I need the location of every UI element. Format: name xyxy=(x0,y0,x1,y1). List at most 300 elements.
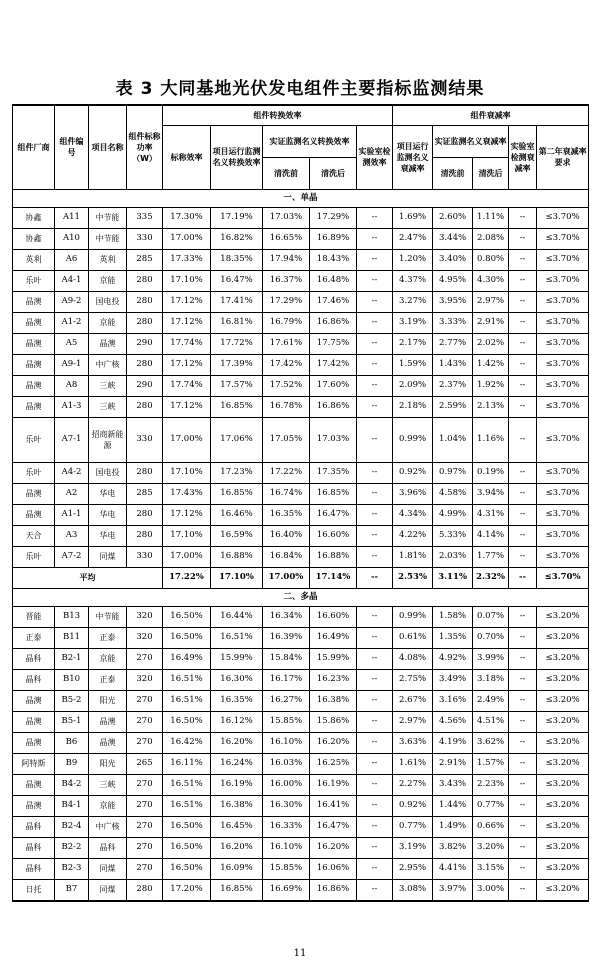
header-after-clean-decay: 清洗后 xyxy=(473,157,509,189)
table-cell: -- xyxy=(509,333,537,354)
table-cell: 三峡 xyxy=(89,396,127,417)
table-row xyxy=(13,627,589,648)
table-cell: 2.08% xyxy=(473,228,509,249)
table-cell: 2.17% xyxy=(393,333,433,354)
table-cell: 1.35% xyxy=(433,627,473,648)
table-row xyxy=(13,270,589,291)
table-cell: A6 xyxy=(55,249,89,270)
table-cell: 16.10% xyxy=(263,837,310,858)
table-cell: -- xyxy=(357,837,393,858)
table-cell: 16.37% xyxy=(263,270,310,291)
table-cell: B13 xyxy=(55,606,89,627)
table-cell: ≤3.70% xyxy=(537,546,589,567)
table-cell: -- xyxy=(357,483,393,504)
table-cell: 16.50% xyxy=(163,858,211,879)
table-cell: 17.19% xyxy=(211,207,263,228)
table-cell: 乐叶 xyxy=(13,462,55,483)
table-cell: 晶澳 xyxy=(13,354,55,375)
table-cell: 285 xyxy=(127,249,163,270)
table-cell: A10 xyxy=(55,228,89,249)
table-cell: ≤3.70% xyxy=(537,333,589,354)
table-cell: ≤3.20% xyxy=(537,732,589,753)
table-row xyxy=(13,249,589,270)
table-cell: -- xyxy=(357,417,393,462)
table-cell: ≤3.20% xyxy=(537,837,589,858)
table-cell: 280 xyxy=(127,504,163,525)
table-cell: -- xyxy=(509,753,537,774)
table-cell: -- xyxy=(509,396,537,417)
table-cell: 中广核 xyxy=(89,354,127,375)
table-cell: 16.59% xyxy=(211,525,263,546)
table-cell: 4.56% xyxy=(433,711,473,732)
table-cell: -- xyxy=(509,732,537,753)
header-demo-eff-group: 实证监测名义转换效率 xyxy=(263,125,357,157)
header-conversion-group: 组件转换效率 xyxy=(163,105,393,125)
table-cell: 0.07% xyxy=(473,606,509,627)
table-cell: 16.89% xyxy=(310,228,357,249)
table-cell: 晶科 xyxy=(13,669,55,690)
table-cell: 京能 xyxy=(89,312,127,333)
table-cell: 270 xyxy=(127,732,163,753)
header-project-decay: 项目运行监测名义衰减率 xyxy=(393,125,433,189)
table-cell: 2.97% xyxy=(473,291,509,312)
table-cell: 2.49% xyxy=(473,690,509,711)
header-second-year: 第二年衰减率要求 xyxy=(537,125,589,189)
table-cell: 4.14% xyxy=(473,525,509,546)
table-cell: -- xyxy=(509,648,537,669)
table-cell: -- xyxy=(357,732,393,753)
header-after-clean: 清洗后 xyxy=(310,157,357,189)
table-cell: 天合 xyxy=(13,525,55,546)
table-cell: 16.25% xyxy=(310,753,357,774)
table-cell: B9 xyxy=(55,753,89,774)
table-cell: 中节能 xyxy=(89,228,127,249)
table-cell: B5-2 xyxy=(55,690,89,711)
table-row xyxy=(13,879,589,901)
table-cell: 270 xyxy=(127,774,163,795)
table-cell: 16.41% xyxy=(310,795,357,816)
header-before-clean: 清洗前 xyxy=(263,157,310,189)
table-cell: 4.34% xyxy=(393,504,433,525)
table-cell: 1.16% xyxy=(473,417,509,462)
table-row xyxy=(13,816,589,837)
table-cell: 16.51% xyxy=(163,690,211,711)
table-cell: 4.58% xyxy=(433,483,473,504)
table-cell: 16.19% xyxy=(310,774,357,795)
table-cell: 中广核 xyxy=(89,816,127,837)
table-cell: B10 xyxy=(55,669,89,690)
table-cell: 3.63% xyxy=(393,732,433,753)
table-cell: 16.79% xyxy=(263,312,310,333)
table-cell: 16.50% xyxy=(163,837,211,858)
table-cell: ≤3.70% xyxy=(537,483,589,504)
table-cell: 320 xyxy=(127,669,163,690)
table-cell: 1.49% xyxy=(433,816,473,837)
table-cell: 16.49% xyxy=(310,627,357,648)
table-cell: 280 xyxy=(127,396,163,417)
table-cell: 正泰 xyxy=(89,627,127,648)
table-cell: 16.51% xyxy=(163,774,211,795)
table-cell: 15.86% xyxy=(310,711,357,732)
table-cell: 1.92% xyxy=(473,375,509,396)
table-cell: 2.91% xyxy=(473,312,509,333)
table-cell: -- xyxy=(509,816,537,837)
table-cell: 270 xyxy=(127,690,163,711)
table-cell: 中节能 xyxy=(89,606,127,627)
table-cell: 16.23% xyxy=(310,669,357,690)
table-cell: 270 xyxy=(127,816,163,837)
table-cell: 华电 xyxy=(89,504,127,525)
table-cell: 16.51% xyxy=(211,627,263,648)
table-cell: 17.10% xyxy=(163,525,211,546)
table-cell: -- xyxy=(509,228,537,249)
table-cell: 16.49% xyxy=(163,648,211,669)
table-cell: 0.19% xyxy=(473,462,509,483)
header-lab-decay: 实验室检测衰减率 xyxy=(509,125,537,189)
table-cell: 17.60% xyxy=(310,375,357,396)
table-cell: 2.03% xyxy=(433,546,473,567)
table-cell: 1.77% xyxy=(473,546,509,567)
table-cell: 0.70% xyxy=(473,627,509,648)
table-cell: 3.20% xyxy=(473,837,509,858)
table-cell: 16.65% xyxy=(263,228,310,249)
table-cell: -- xyxy=(357,690,393,711)
table-cell: 英利 xyxy=(13,249,55,270)
table-cell: 2.77% xyxy=(433,333,473,354)
table-cell: 同煤 xyxy=(89,546,127,567)
table-cell: -- xyxy=(509,270,537,291)
table-cell: 3.15% xyxy=(473,858,509,879)
table-cell: B4-2 xyxy=(55,774,89,795)
table-cell: 280 xyxy=(127,291,163,312)
table-cell: -- xyxy=(509,690,537,711)
average-cell: 17.00% xyxy=(263,567,310,588)
header-nominal-eff: 标称效率 xyxy=(163,125,211,189)
table-cell: A7-1 xyxy=(55,417,89,462)
table-cell: ≤3.70% xyxy=(537,270,589,291)
table-cell: 4.41% xyxy=(433,858,473,879)
table-cell: 17.12% xyxy=(163,504,211,525)
table-cell: 16.84% xyxy=(263,546,310,567)
table-cell: 0.99% xyxy=(393,606,433,627)
table-row xyxy=(13,753,589,774)
table-cell: -- xyxy=(357,858,393,879)
table-cell: 晶澳 xyxy=(13,774,55,795)
table-cell: -- xyxy=(509,837,537,858)
table-cell: 国电投 xyxy=(89,462,127,483)
section-title: 二、多晶 xyxy=(13,588,589,606)
table-cell: 1.81% xyxy=(393,546,433,567)
table-cell: 17.10% xyxy=(163,462,211,483)
table-cell: -- xyxy=(509,504,537,525)
table-cell: 日托 xyxy=(13,879,55,901)
table-cell: 16.20% xyxy=(211,732,263,753)
table-cell: 3.19% xyxy=(393,312,433,333)
results-table xyxy=(12,104,589,902)
table-cell: ≤3.20% xyxy=(537,753,589,774)
table-cell: 2.02% xyxy=(473,333,509,354)
table-cell: 15.85% xyxy=(263,858,310,879)
table-cell: 4.22% xyxy=(393,525,433,546)
table-cell: 2.23% xyxy=(473,774,509,795)
table-cell: 3.99% xyxy=(473,648,509,669)
table-cell: 1.42% xyxy=(473,354,509,375)
table-cell: 330 xyxy=(127,417,163,462)
table-cell: -- xyxy=(357,333,393,354)
table-cell: 2.60% xyxy=(433,207,473,228)
table-cell: -- xyxy=(357,291,393,312)
table-cell: 16.35% xyxy=(263,504,310,525)
table-cell: 晋能 xyxy=(13,606,55,627)
header-project-eff: 项目运行监测名义转换效率 xyxy=(211,125,263,189)
table-cell: 晶科 xyxy=(13,648,55,669)
table-cell: 280 xyxy=(127,462,163,483)
average-cell: 2.32% xyxy=(473,567,509,588)
average-cell: 17.14% xyxy=(310,567,357,588)
table-cell: -- xyxy=(509,627,537,648)
table-cell: 17.94% xyxy=(263,249,310,270)
table-cell: 0.61% xyxy=(393,627,433,648)
table-cell: 正泰 xyxy=(89,669,127,690)
table-row xyxy=(13,291,589,312)
table-cell: 17.00% xyxy=(163,546,211,567)
table-cell: -- xyxy=(509,462,537,483)
table-cell: ≤3.70% xyxy=(537,396,589,417)
table-cell: B2-2 xyxy=(55,837,89,858)
table-cell: 330 xyxy=(127,546,163,567)
table-cell: 280 xyxy=(127,312,163,333)
table-cell: -- xyxy=(509,483,537,504)
table-cell: -- xyxy=(357,606,393,627)
table-cell: 16.06% xyxy=(310,858,357,879)
table-cell: 晶澳 xyxy=(13,504,55,525)
table-cell: 16.47% xyxy=(310,504,357,525)
table-cell: 16.12% xyxy=(211,711,263,732)
table-cell: 16.33% xyxy=(263,816,310,837)
table-cell: 3.16% xyxy=(433,690,473,711)
table-cell: 同煤 xyxy=(89,858,127,879)
table-cell: 16.34% xyxy=(263,606,310,627)
table-cell: 17.61% xyxy=(263,333,310,354)
table-cell: -- xyxy=(509,417,537,462)
table-cell: -- xyxy=(509,207,537,228)
average-cell: 17.10% xyxy=(211,567,263,588)
table-cell: A5 xyxy=(55,333,89,354)
table-cell: 17.12% xyxy=(163,312,211,333)
table-cell: 18.35% xyxy=(211,249,263,270)
table-row xyxy=(13,648,589,669)
table-cell: -- xyxy=(357,525,393,546)
table-cell: 0.77% xyxy=(393,816,433,837)
table-cell: 1.20% xyxy=(393,249,433,270)
table-cell: 华电 xyxy=(89,483,127,504)
table-cell: 4.37% xyxy=(393,270,433,291)
average-cell: -- xyxy=(509,567,537,588)
table-cell: 2.13% xyxy=(473,396,509,417)
table-cell: 17.42% xyxy=(310,354,357,375)
table-cell: 16.88% xyxy=(211,546,263,567)
table-row xyxy=(13,312,589,333)
table-cell: -- xyxy=(357,669,393,690)
table-cell: 16.50% xyxy=(163,816,211,837)
table-cell: 0.92% xyxy=(393,795,433,816)
table-cell: -- xyxy=(509,546,537,567)
table-cell: -- xyxy=(509,774,537,795)
table-cell: A9-1 xyxy=(55,354,89,375)
table-cell: 16.86% xyxy=(310,879,357,901)
table-cell: ≤3.70% xyxy=(537,228,589,249)
table-cell: 16.40% xyxy=(263,525,310,546)
table-cell: 招商新能源 xyxy=(89,417,127,462)
average-cell: ≤3.70% xyxy=(537,567,589,588)
table-cell: B2-4 xyxy=(55,816,89,837)
table-cell: 16.39% xyxy=(263,627,310,648)
table-cell: 16.50% xyxy=(163,627,211,648)
header-demo-decay-group: 实证监测名义衰减率 xyxy=(433,125,509,157)
table-cell: 2.59% xyxy=(433,396,473,417)
table-row xyxy=(13,732,589,753)
table-cell: -- xyxy=(357,774,393,795)
table-cell: 三峡 xyxy=(89,375,127,396)
table-cell: B4-1 xyxy=(55,795,89,816)
table-cell: 晶澳 xyxy=(13,312,55,333)
table-row xyxy=(13,483,589,504)
table-row xyxy=(13,546,589,567)
table-cell: 3.27% xyxy=(393,291,433,312)
table-cell: 2.97% xyxy=(393,711,433,732)
table-cell: 晶澳 xyxy=(13,795,55,816)
table-row xyxy=(13,354,589,375)
table-cell: 晶澳 xyxy=(13,483,55,504)
average-cell: -- xyxy=(357,567,393,588)
table-cell: 3.40% xyxy=(433,249,473,270)
table-cell: ≤3.20% xyxy=(537,795,589,816)
average-cell: 17.22% xyxy=(163,567,211,588)
table-cell: ≤3.70% xyxy=(537,375,589,396)
table-cell: 华电 xyxy=(89,525,127,546)
table-cell: 0.99% xyxy=(393,417,433,462)
table-cell: 17.22% xyxy=(263,462,310,483)
table-row xyxy=(13,417,589,462)
table-cell: 晶澳 xyxy=(89,711,127,732)
table-cell: ≤3.70% xyxy=(537,354,589,375)
table-cell: 晶科 xyxy=(13,858,55,879)
table-cell: 京能 xyxy=(89,648,127,669)
table-cell: 中节能 xyxy=(89,207,127,228)
table-cell: 2.18% xyxy=(393,396,433,417)
table-cell: -- xyxy=(509,711,537,732)
table-cell: 1.04% xyxy=(433,417,473,462)
table-cell: 16.86% xyxy=(310,312,357,333)
table-cell: 17.39% xyxy=(211,354,263,375)
table-cell: 17.29% xyxy=(263,291,310,312)
table-cell: A8 xyxy=(55,375,89,396)
section-row xyxy=(13,189,589,207)
table-cell: 15.84% xyxy=(263,648,310,669)
table-cell: 17.35% xyxy=(310,462,357,483)
table-cell: ≤3.20% xyxy=(537,774,589,795)
table-cell: 16.74% xyxy=(263,483,310,504)
table-cell: 17.42% xyxy=(263,354,310,375)
table-row xyxy=(13,669,589,690)
table-cell: A4-2 xyxy=(55,462,89,483)
table-cell: 3.00% xyxy=(473,879,509,901)
table-cell: 16.85% xyxy=(310,483,357,504)
table-cell: 16.88% xyxy=(310,546,357,567)
table-cell: 2.95% xyxy=(393,858,433,879)
table-cell: B7 xyxy=(55,879,89,901)
table-cell: 阳光 xyxy=(89,690,127,711)
table-cell: 280 xyxy=(127,879,163,901)
table-cell: 4.95% xyxy=(433,270,473,291)
table-cell: ≤3.70% xyxy=(537,312,589,333)
table-cell: 晶澳 xyxy=(13,732,55,753)
table-cell: 晶澳 xyxy=(89,732,127,753)
table-cell: 1.61% xyxy=(393,753,433,774)
table-body xyxy=(13,189,589,901)
table-cell: 晶澳 xyxy=(13,711,55,732)
header-decay-group: 组件衰减率 xyxy=(393,105,589,125)
table-cell: 16.11% xyxy=(163,753,211,774)
table-cell: -- xyxy=(357,753,393,774)
table-cell: ≤3.70% xyxy=(537,525,589,546)
table-cell: 17.57% xyxy=(211,375,263,396)
table-cell: 0.77% xyxy=(473,795,509,816)
table-cell: 1.11% xyxy=(473,207,509,228)
table-cell: 16.45% xyxy=(211,816,263,837)
table-cell: 16.60% xyxy=(310,606,357,627)
table-cell: 1.58% xyxy=(433,606,473,627)
table-cell: 16.85% xyxy=(211,483,263,504)
table-cell: 17.72% xyxy=(211,333,263,354)
table-cell: -- xyxy=(509,525,537,546)
table-cell: A1-3 xyxy=(55,396,89,417)
table-cell: ≤3.70% xyxy=(537,207,589,228)
table-cell: B2-3 xyxy=(55,858,89,879)
table-cell: 265 xyxy=(127,753,163,774)
table-cell: 4.19% xyxy=(433,732,473,753)
table-cell: ≤3.20% xyxy=(537,606,589,627)
table-cell: 330 xyxy=(127,228,163,249)
table-cell: B5-1 xyxy=(55,711,89,732)
table-cell: A9-2 xyxy=(55,291,89,312)
table-cell: 17.12% xyxy=(163,354,211,375)
table-cell: -- xyxy=(357,711,393,732)
table-cell: 280 xyxy=(127,354,163,375)
table-cell: 2.37% xyxy=(433,375,473,396)
table-cell: 18.43% xyxy=(310,249,357,270)
table-cell: 16.20% xyxy=(310,837,357,858)
table-cell: 17.74% xyxy=(163,333,211,354)
table-cell: 17.46% xyxy=(310,291,357,312)
table-cell: -- xyxy=(357,795,393,816)
table-cell: -- xyxy=(357,546,393,567)
table-cell: 17.05% xyxy=(263,417,310,462)
table-cell: 协鑫 xyxy=(13,207,55,228)
table-cell: 2.67% xyxy=(393,690,433,711)
table-cell: 16.78% xyxy=(263,396,310,417)
table-cell: 4.31% xyxy=(473,504,509,525)
table-cell: ≤3.20% xyxy=(537,711,589,732)
table-cell: 17.10% xyxy=(163,270,211,291)
table-cell: 15.99% xyxy=(310,648,357,669)
table-cell: 16.47% xyxy=(211,270,263,291)
table-cell: 17.12% xyxy=(163,396,211,417)
table-cell: -- xyxy=(357,627,393,648)
table-cell: 16.00% xyxy=(263,774,310,795)
table-cell: 0.97% xyxy=(433,462,473,483)
table-cell: 3.94% xyxy=(473,483,509,504)
